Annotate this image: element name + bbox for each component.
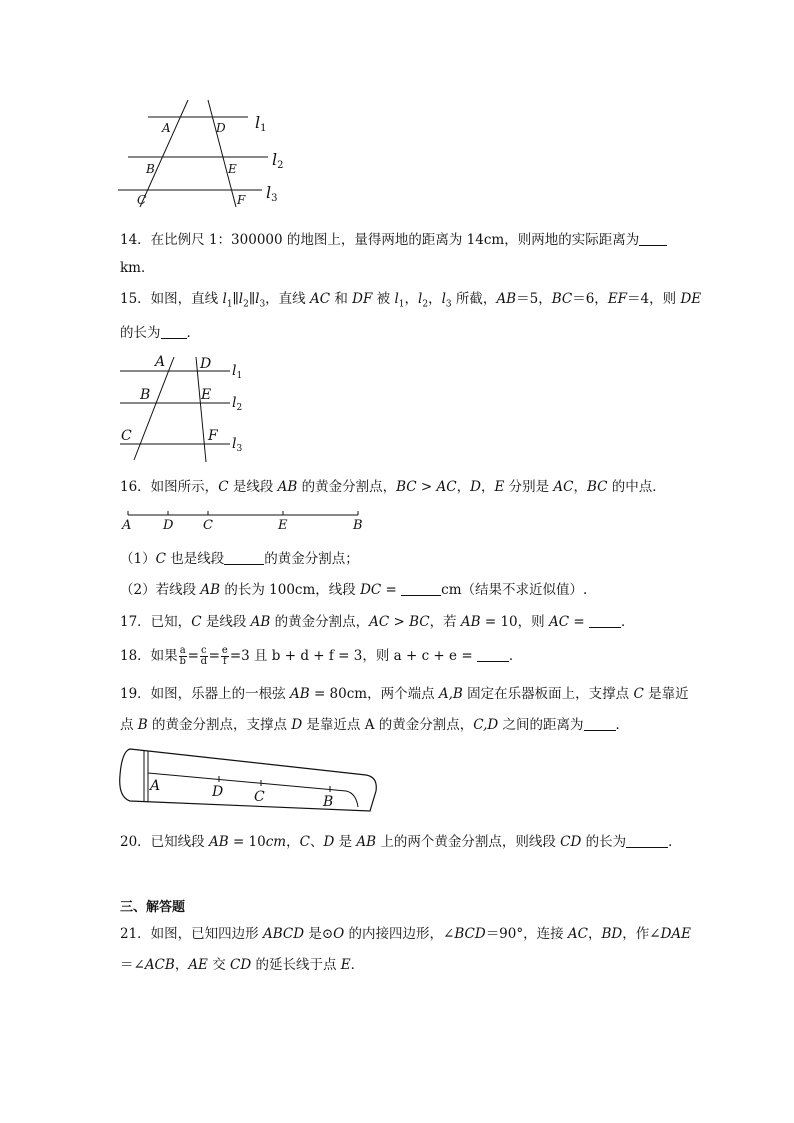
q16-s2b: 的长为 100cm，线段 [220, 582, 361, 598]
figure-parallel-lines-2 [118, 352, 258, 467]
q16-s1a: （1） [120, 551, 156, 567]
q16-AC2: AC [553, 479, 574, 495]
q18-line [120, 646, 522, 667]
q19-t7: 是靠近点 A 的黄金分割点， [302, 717, 474, 733]
q16-t1: 16．如图所示， [120, 479, 219, 495]
frac-den: d [200, 656, 207, 667]
q15-s2: 2 [243, 299, 249, 310]
q15-DF: DF [352, 291, 373, 307]
label-F: F [208, 428, 218, 444]
figure-parallel-lines-1 [110, 95, 310, 215]
section-title: 三、解答题 [120, 900, 186, 915]
q19-t1: 19．如图，乐器上的一根弦 [120, 686, 290, 702]
q20-cm: cm [265, 834, 287, 850]
q21-t7: ＝∠ [120, 957, 145, 973]
q17-end: ． [620, 614, 635, 630]
q15-DE: DE [680, 291, 702, 307]
q16-s1b: 也是线段 [165, 551, 225, 567]
line-df [196, 357, 206, 462]
q19-D: D [291, 717, 303, 733]
q19-t8: 之间的距离为 [498, 717, 584, 733]
q16-s2a: （2）若线段 [120, 582, 201, 598]
q17-t2: 是线段 [201, 614, 251, 630]
q16-s1c: 的黄金分割点； [264, 551, 359, 567]
label-l1: l1 [255, 113, 267, 134]
q16-sub2 [120, 580, 587, 600]
label-C: C [203, 518, 213, 533]
q17-gt: > [389, 614, 410, 630]
frac-e-f [221, 646, 229, 667]
q16-s2c: cm（结果不求近似值）. [441, 582, 588, 598]
q19-t4: 是靠近 [643, 686, 689, 702]
label-A: A [162, 121, 171, 135]
label-C: C [137, 193, 147, 207]
q15-t1: 15．如图，直线 [120, 291, 223, 307]
q16-t5: ， [480, 479, 495, 495]
label-D: D [200, 356, 212, 372]
q17-blank [589, 613, 621, 628]
q17-AB2: AB [460, 614, 481, 630]
q15-s2b: 2 [422, 299, 429, 310]
q16-t8: 的中点． [607, 479, 666, 495]
frac-num: a [179, 645, 186, 656]
q20-t6: 上的两个黄金分割点，则线段 [376, 834, 561, 850]
q19-CD: C,D [473, 717, 499, 733]
line-ac [140, 100, 188, 207]
q16-t7: ， [573, 479, 587, 495]
label-B: B [140, 387, 151, 403]
q18-t1: 18．如果 [120, 648, 178, 664]
q16-D: D [470, 479, 481, 495]
q15-c1: ， [404, 291, 419, 307]
q18-blank [477, 647, 509, 662]
q19-B: B [137, 717, 148, 733]
q20-C: C [299, 834, 310, 850]
q17-t5: = 10，则 [480, 614, 549, 630]
q20-D: D [323, 834, 335, 850]
q16-t2: 是线段 [228, 479, 278, 495]
q21-DAE: DAE [660, 926, 692, 942]
q21-AE: AE [188, 957, 208, 973]
label-E: E [228, 162, 237, 176]
q16-E: E [494, 479, 505, 495]
q16-t4: ， [456, 479, 471, 495]
q17-t6: = [569, 614, 589, 630]
q21-BD: BD [601, 926, 623, 942]
q20-t1: 20．已知线段 [120, 834, 209, 850]
q20-CD: CD [560, 834, 582, 850]
q16-AC: AC [436, 479, 457, 495]
frac-num: e [221, 645, 228, 656]
q16-line1 [120, 477, 666, 497]
q17-AB: AB [250, 614, 271, 630]
q19-t3: 固定在乐器板面上，支撑点 [462, 686, 634, 702]
label-D: D [216, 121, 226, 135]
label-l2: $l_2$ [232, 395, 243, 413]
q21-AC: AC [567, 926, 589, 942]
label-B: B [353, 518, 363, 533]
q16-t3: 的黄金分割点， [297, 479, 397, 495]
label-D: D [212, 784, 224, 800]
label-B: B [323, 794, 334, 810]
q15-s1: 1 [226, 299, 233, 310]
q20-AB2: AB [356, 834, 377, 850]
q15-AC: AC [309, 291, 331, 307]
q20-end: ． [668, 834, 682, 850]
q16-blank2 [401, 581, 441, 596]
q21-BCD: BCD [454, 926, 486, 942]
q21-t10: 的延长线于点 [251, 957, 341, 973]
q16-blank1 [224, 550, 264, 565]
q16-s2DC: DC [360, 582, 382, 598]
figure-segment-ab [120, 505, 370, 535]
q15-end: ． [186, 325, 200, 341]
q15-line2 [120, 323, 200, 343]
q15-par1: ∥ [232, 291, 239, 307]
label-l1: $l_1$ [232, 363, 243, 381]
q14-line2: km． [120, 260, 155, 276]
q17-AC2: AC [548, 614, 570, 630]
label-l3: l3 [266, 183, 278, 204]
label-C: C [254, 789, 265, 805]
q18-eq2: = [208, 648, 220, 664]
q16-sub1 [120, 549, 359, 569]
q19-t6: 的黄金分割点，支撑点 [147, 717, 292, 733]
q20-t7: 的长为 [581, 834, 627, 850]
q15-s3b: 3 [445, 299, 452, 310]
q15-s1b: 1 [398, 299, 405, 310]
q21-t4: ＝90°，连接 [485, 926, 568, 942]
q15-line1 [120, 289, 701, 315]
q21-line2 [120, 955, 364, 975]
q17-t4: ，若 [429, 614, 461, 630]
q20-t4: 、 [309, 834, 324, 850]
q21-t1: 21．如图，已知四边形 [120, 926, 263, 942]
q16-BC: BC [396, 479, 417, 495]
q20-blank [626, 833, 668, 848]
q14-blank [639, 231, 667, 246]
q15-t8: ＝4，则 [627, 291, 681, 307]
label-E: E [201, 387, 212, 403]
q21-ABCD: ABCD [262, 926, 305, 942]
q20-t2: = 10 [228, 834, 266, 850]
label-B: B [146, 162, 155, 176]
q19-t2: = 80cm，两个端点 [309, 686, 439, 702]
q15-EF: EF [607, 291, 628, 307]
q16-AB: AB [277, 479, 298, 495]
q15-BC: BC [551, 291, 573, 307]
q15-l1b: l [394, 291, 399, 307]
q19-line1 [120, 684, 689, 704]
q17-line [120, 612, 634, 632]
q16-gt: > [416, 479, 437, 495]
q17-BC: BC [409, 614, 430, 630]
line-ac [134, 357, 174, 460]
q21-t6: ，作∠ [622, 926, 661, 942]
q20-t3: ， [286, 834, 300, 850]
q16-s2eq: = [381, 582, 402, 598]
q17-t1: 17．已知， [120, 614, 192, 630]
label-E: E [278, 518, 288, 533]
q17-t3: 的黄金分割点， [270, 614, 370, 630]
frac-a-b [179, 646, 187, 667]
q21-t3: 的内接四边形，∠ [344, 926, 455, 942]
q21-t8: ， [174, 957, 189, 973]
frac-den: b [179, 656, 186, 667]
q21-CD: CD [230, 957, 252, 973]
label-A: A [150, 778, 161, 794]
q15-blank [161, 324, 187, 339]
q15-t7: ＝6， [572, 291, 608, 307]
q19-blank [584, 716, 616, 731]
q16-BC2: BC [586, 479, 608, 495]
q20-t5: 是 [334, 834, 357, 850]
q15-l1: l [222, 291, 227, 307]
q15-t4: 被 [372, 291, 395, 307]
q15-t6: ＝5， [516, 291, 552, 307]
q19-AB2: A,B [438, 686, 463, 702]
q18-eq1: = [187, 648, 199, 664]
q15-t5: 所截， [451, 291, 497, 307]
frac-num: c [200, 645, 207, 656]
q16-t6: 分别是 [504, 479, 554, 495]
q16-C: C [218, 479, 229, 495]
label-C: C [121, 428, 132, 444]
q21-t11: ． [350, 957, 365, 973]
q21-O: O [333, 926, 345, 942]
q15-c2: ， [428, 291, 442, 307]
label-l3: $l_3$ [232, 436, 243, 454]
q21-t2: 是⊙ [304, 926, 334, 942]
q19-C: C [633, 686, 644, 702]
q20-AB: AB [208, 834, 229, 850]
label-D: D [163, 518, 174, 533]
label-A: A [155, 354, 166, 370]
label-A: A [122, 518, 132, 533]
label-l2: l2 [272, 150, 284, 171]
q15-t2: ，直线 [265, 291, 310, 307]
q19-end: ． [615, 717, 630, 733]
q15-par2: ∥ [248, 291, 256, 307]
q17-AC: AC [369, 614, 390, 630]
q19-line2 [120, 715, 629, 735]
q15-l3b: l [441, 291, 446, 307]
label-F: F [237, 193, 246, 207]
q20-line [120, 832, 682, 852]
q15-l3: l [255, 291, 260, 307]
figure-instrument [118, 745, 388, 817]
q19-t5: 点 [120, 717, 138, 733]
q16-s2AB: AB [200, 582, 221, 598]
q17-C: C [191, 614, 202, 630]
q15-t3: 和 [330, 291, 353, 307]
q15-t9: 的长为 [120, 325, 161, 341]
q16-s1C: C [155, 551, 166, 567]
q21-t5: ， [588, 926, 602, 942]
q15-s3: 3 [259, 299, 266, 310]
q14-line1 [120, 230, 667, 250]
q21-ACB: ACB [144, 957, 175, 973]
line-df [208, 100, 236, 207]
q21-line1 [120, 924, 691, 944]
q19-AB: AB [289, 686, 310, 702]
q18-end: ． [508, 648, 523, 664]
q21-E: E [340, 957, 351, 973]
frac-den: f [223, 656, 227, 667]
frac-c-d [200, 646, 208, 667]
q18-t2: =3 且 b + d + f = 3，则 a + c + e = [229, 648, 477, 664]
q15-l2: l [238, 291, 244, 307]
q14-text: 14．在比例尺 1：300000 的地图上，量得两地的距离为 14cm，则两地的实际距离为 [120, 232, 640, 248]
q21-t9: 交 [207, 957, 231, 973]
q15-AB: AB [496, 291, 517, 307]
q15-l2b: l [418, 291, 423, 307]
